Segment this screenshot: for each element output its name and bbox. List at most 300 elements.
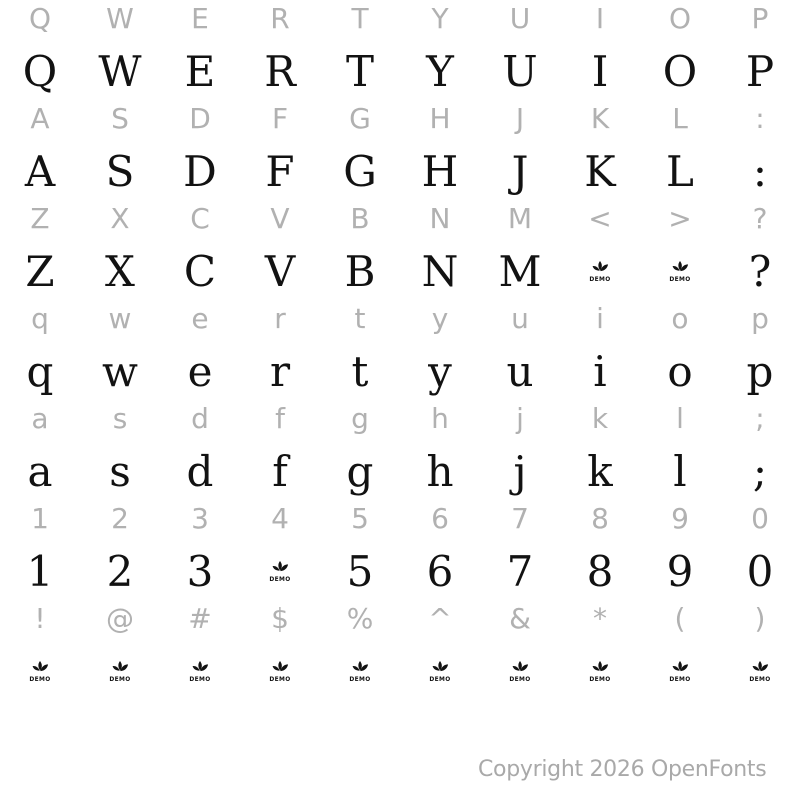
- glyph-row-14-solid: [0, 642, 800, 700]
- glyph-cell: [400, 42, 480, 100]
- glyph-cell: [400, 397, 480, 439]
- glyph-cell: [640, 497, 720, 539]
- glyph: 2: [106, 546, 134, 596]
- glyph: 6: [431, 501, 449, 535]
- glyph-cell: [480, 297, 560, 339]
- demo-fleuron-icon: [668, 659, 692, 683]
- svg-text:DEMO: DEMO: [589, 677, 611, 683]
- glyph: ^: [428, 601, 452, 635]
- glyph: e: [187, 346, 213, 396]
- glyph-cell: [560, 197, 640, 239]
- glyph: I: [591, 46, 609, 96]
- glyph: d: [191, 401, 209, 435]
- glyph-cell: [320, 442, 400, 500]
- glyph-cell: [560, 342, 640, 400]
- glyph: F: [265, 146, 295, 196]
- glyph: 5: [346, 546, 374, 596]
- glyph-cell: [320, 197, 400, 239]
- glyph: y: [428, 346, 452, 396]
- demo-marker: [480, 642, 560, 700]
- glyph-cell: [320, 297, 400, 339]
- glyph-cell: [480, 0, 560, 39]
- glyph-cell: [240, 0, 320, 39]
- glyph: l: [673, 446, 687, 496]
- glyph-cell: [560, 42, 640, 100]
- glyph: (: [674, 601, 686, 635]
- glyph: !: [34, 601, 46, 635]
- glyph-cell: [240, 242, 320, 300]
- glyph-cell: [240, 297, 320, 339]
- glyph: U: [502, 46, 538, 96]
- glyph: 6: [426, 546, 454, 596]
- glyph: &: [509, 601, 531, 635]
- glyph-cell: [240, 397, 320, 439]
- glyph: w: [108, 301, 132, 335]
- svg-text:DEMO: DEMO: [509, 677, 531, 683]
- glyph: C: [190, 201, 210, 235]
- glyph-cell: [560, 497, 640, 539]
- svg-text:DEMO: DEMO: [29, 677, 51, 683]
- demo-fleuron-icon: [428, 659, 452, 683]
- demo-marker: [640, 242, 720, 300]
- glyph: Z: [30, 201, 50, 235]
- svg-text:DEMO: DEMO: [429, 677, 451, 683]
- glyph: ?: [752, 201, 768, 235]
- glyph-cell: [80, 542, 160, 600]
- glyph-cell: [400, 597, 480, 639]
- glyph: S: [111, 101, 129, 135]
- glyph: B: [344, 246, 376, 296]
- glyph-cell: [640, 142, 720, 200]
- glyph: u: [506, 346, 534, 396]
- glyph-cell: [80, 42, 160, 100]
- glyph: V: [270, 201, 290, 235]
- glyph: p: [751, 301, 769, 335]
- glyph-cell: [400, 242, 480, 300]
- demo-fleuron-icon: [268, 659, 292, 683]
- glyph: d: [186, 446, 214, 496]
- glyph: g: [351, 401, 369, 435]
- glyph-cell: [560, 597, 640, 639]
- glyph-cell: [160, 142, 240, 200]
- demo-fleuron-icon: [188, 659, 212, 683]
- glyph: Q: [22, 46, 58, 96]
- demo-fleuron-icon: [108, 659, 132, 683]
- glyph-cell: [160, 197, 240, 239]
- demo-marker: [160, 642, 240, 700]
- glyph-cell: [0, 497, 80, 539]
- glyph-row-5-muted: [0, 197, 800, 239]
- copyright-text: Copyright 2026 OpenFonts: [478, 757, 767, 782]
- glyph-cell: [720, 0, 800, 39]
- glyph: i: [593, 346, 607, 396]
- glyph-cell: [720, 297, 800, 339]
- glyph-cell: [320, 497, 400, 539]
- glyph: 1: [26, 546, 54, 596]
- glyph-cell: [0, 42, 80, 100]
- glyph-cell: [640, 42, 720, 100]
- glyph: H: [429, 101, 451, 135]
- glyph: 8: [586, 546, 614, 596]
- glyph-cell: [320, 42, 400, 100]
- glyph-cell: [320, 542, 400, 600]
- glyph: R: [264, 46, 296, 96]
- glyph-cell: [480, 242, 560, 300]
- glyph-cell: [400, 97, 480, 139]
- glyph: E: [184, 46, 216, 96]
- glyph-cell: [240, 597, 320, 639]
- glyph: P: [751, 1, 769, 35]
- glyph-row-13-muted: [0, 597, 800, 639]
- glyph: B: [350, 201, 370, 235]
- glyph: C: [183, 246, 217, 296]
- glyph-cell: [480, 142, 560, 200]
- glyph-cell: [720, 397, 800, 439]
- glyph: r: [274, 301, 286, 335]
- glyph: w: [102, 346, 138, 396]
- demo-fleuron-icon: [508, 659, 532, 683]
- glyph: h: [431, 401, 449, 435]
- glyph: q: [31, 301, 49, 335]
- glyph: X: [110, 201, 130, 235]
- demo-fleuron-icon: [668, 259, 692, 283]
- glyph-cell: [720, 97, 800, 139]
- glyph: K: [590, 101, 610, 135]
- glyph: 3: [191, 501, 209, 535]
- glyph-cell: [160, 597, 240, 639]
- glyph-cell: [720, 42, 800, 100]
- demo-marker: [320, 642, 400, 700]
- glyph: 4: [271, 501, 289, 535]
- glyph-cell: [80, 397, 160, 439]
- svg-text:DEMO: DEMO: [749, 677, 771, 683]
- glyph-cell: [80, 442, 160, 500]
- svg-text:DEMO: DEMO: [589, 277, 611, 283]
- demo-fleuron-icon: [268, 559, 292, 583]
- glyph: h: [426, 446, 454, 496]
- glyph-cell: [640, 397, 720, 439]
- glyph: N: [421, 246, 459, 296]
- glyph: 7: [511, 501, 529, 535]
- glyph-cell: [480, 542, 560, 600]
- glyph: t: [351, 346, 369, 396]
- svg-text:DEMO: DEMO: [269, 677, 291, 683]
- glyph: O: [668, 1, 692, 35]
- glyph-cell: [720, 197, 800, 239]
- demo-marker: [640, 642, 720, 700]
- glyph: E: [191, 1, 209, 35]
- glyph-cell: [480, 42, 560, 100]
- glyph-cell: [0, 397, 80, 439]
- glyph-cell: [0, 342, 80, 400]
- glyph: j: [513, 446, 527, 496]
- glyph: f: [275, 401, 285, 435]
- glyph-cell: [480, 497, 560, 539]
- demo-marker: [240, 642, 320, 700]
- glyph: 2: [111, 501, 129, 535]
- glyph-cell: [320, 142, 400, 200]
- glyph-cell: [320, 397, 400, 439]
- demo-marker: [400, 642, 480, 700]
- glyph-cell: [640, 197, 720, 239]
- glyph-cell: [480, 342, 560, 400]
- glyph-cell: [400, 342, 480, 400]
- svg-text:DEMO: DEMO: [109, 677, 131, 683]
- glyph-cell: [80, 142, 160, 200]
- glyph: y: [431, 301, 449, 335]
- glyph-cell: [480, 442, 560, 500]
- glyph: R: [270, 1, 290, 35]
- glyph: %: [346, 601, 374, 635]
- glyph: 9: [666, 546, 694, 596]
- glyph: T: [345, 46, 374, 96]
- glyph: k: [591, 401, 609, 435]
- glyph: j: [516, 401, 524, 435]
- glyph: Q: [28, 1, 52, 35]
- glyph-cell: [0, 542, 80, 600]
- svg-text:DEMO: DEMO: [669, 277, 691, 283]
- glyph-cell: [640, 97, 720, 139]
- glyph-cell: [0, 242, 80, 300]
- glyph-cell: [160, 42, 240, 100]
- glyph-cell: [320, 97, 400, 139]
- glyph-cell: [0, 97, 80, 139]
- demo-marker: [240, 542, 320, 600]
- glyph-cell: [320, 342, 400, 400]
- glyph: V: [264, 246, 296, 296]
- glyph: $: [271, 601, 289, 635]
- glyph: g: [346, 446, 374, 496]
- glyph-cell: [640, 542, 720, 600]
- glyph-row-2-solid: [0, 42, 800, 100]
- glyph-cell: [80, 242, 160, 300]
- glyph-cell: [400, 497, 480, 539]
- glyph-cell: [400, 442, 480, 500]
- glyph: 7: [506, 546, 534, 596]
- glyph: H: [421, 146, 459, 196]
- glyph-cell: [560, 142, 640, 200]
- glyph-cell: [80, 597, 160, 639]
- demo-fleuron-icon: [748, 659, 772, 683]
- glyph-cell: [640, 342, 720, 400]
- glyph: r: [269, 346, 291, 396]
- glyph-cell: [160, 497, 240, 539]
- glyph-cell: [720, 142, 800, 200]
- glyph-cell: [0, 0, 80, 39]
- glyph: T: [351, 1, 369, 35]
- glyph-cell: [160, 97, 240, 139]
- glyph: A: [30, 101, 50, 135]
- glyph: 5: [351, 501, 369, 535]
- glyph: 8: [591, 501, 609, 535]
- glyph-cell: [80, 97, 160, 139]
- demo-fleuron-icon: [348, 659, 372, 683]
- glyph-cell: [720, 497, 800, 539]
- demo-marker: [80, 642, 160, 700]
- glyph-cell: [720, 597, 800, 639]
- glyph: <: [588, 201, 612, 235]
- glyph-cell: [160, 397, 240, 439]
- glyph: 0: [746, 546, 774, 596]
- glyph: U: [509, 1, 531, 35]
- glyph-cell: [80, 497, 160, 539]
- glyph: O: [662, 46, 698, 96]
- glyph-cell: [400, 197, 480, 239]
- glyph-cell: [240, 442, 320, 500]
- glyph: >: [668, 201, 692, 235]
- glyph: ;: [752, 446, 768, 496]
- glyph-cell: [560, 0, 640, 39]
- glyph-cell: [720, 242, 800, 300]
- demo-marker: [560, 242, 640, 300]
- glyph: 3: [186, 546, 214, 596]
- glyph-cell: [0, 197, 80, 239]
- glyph-cell: [480, 97, 560, 139]
- glyph-cell: [720, 542, 800, 600]
- glyph: u: [511, 301, 529, 335]
- glyph-cell: [640, 0, 720, 39]
- glyph: D: [183, 146, 217, 196]
- glyph-cell: [400, 297, 480, 339]
- glyph: :: [755, 101, 765, 135]
- glyph: G: [343, 146, 377, 196]
- glyph: ?: [748, 246, 772, 296]
- glyph: G: [349, 101, 371, 135]
- glyph-row-11-muted: [0, 497, 800, 539]
- glyph-cell: [0, 297, 80, 339]
- glyph: Z: [25, 246, 55, 296]
- glyph-cell: [160, 542, 240, 600]
- glyph-cell: [320, 597, 400, 639]
- glyph-cell: [0, 142, 80, 200]
- glyph-cell: [400, 542, 480, 600]
- glyph: ;: [755, 401, 765, 435]
- demo-fleuron-icon: [588, 259, 612, 283]
- glyph-cell: [160, 0, 240, 39]
- glyph: J: [515, 101, 525, 135]
- glyph: 9: [671, 501, 689, 535]
- glyph: J: [511, 146, 529, 196]
- glyph-cell: [480, 197, 560, 239]
- glyph-cell: [720, 442, 800, 500]
- glyph-row-10-solid: [0, 442, 800, 500]
- glyph-cell: [240, 342, 320, 400]
- glyph: i: [596, 301, 604, 335]
- glyph-cell: [480, 597, 560, 639]
- glyph: 1: [31, 501, 49, 535]
- glyph-cell: [560, 397, 640, 439]
- glyph-cell: [80, 342, 160, 400]
- glyph: ): [754, 601, 766, 635]
- glyph: e: [191, 301, 209, 335]
- demo-marker: [0, 642, 80, 700]
- glyph-row-6-solid: [0, 242, 800, 300]
- glyph-cell: [240, 197, 320, 239]
- glyph-cell: [80, 0, 160, 39]
- glyph-cell: [480, 397, 560, 439]
- glyph-cell: [160, 342, 240, 400]
- glyph-cell: [400, 0, 480, 39]
- glyph-cell: [240, 497, 320, 539]
- glyph: :: [752, 146, 768, 196]
- svg-text:DEMO: DEMO: [669, 677, 691, 683]
- glyph-cell: [720, 342, 800, 400]
- glyph: W: [106, 1, 134, 35]
- glyph-cell: [0, 597, 80, 639]
- glyph: W: [98, 46, 142, 96]
- glyph-cell: [240, 97, 320, 139]
- glyph-cell: [80, 297, 160, 339]
- svg-text:DEMO: DEMO: [269, 577, 291, 583]
- glyph-cell: [80, 197, 160, 239]
- demo-marker: [560, 642, 640, 700]
- glyph-cell: [560, 442, 640, 500]
- glyph: a: [27, 446, 53, 496]
- glyph-cell: [240, 142, 320, 200]
- glyph: S: [105, 146, 135, 196]
- glyph: A: [24, 146, 56, 196]
- glyph-cell: [240, 42, 320, 100]
- glyph-cell: [640, 442, 720, 500]
- glyph-cell: [640, 597, 720, 639]
- glyph-cell: [320, 0, 400, 39]
- glyph: a: [31, 401, 49, 435]
- glyph: o: [667, 346, 693, 396]
- demo-marker: [720, 642, 800, 700]
- glyph: M: [498, 246, 542, 296]
- demo-fleuron-icon: [28, 659, 52, 683]
- glyph: o: [671, 301, 689, 335]
- glyph: q: [26, 346, 54, 396]
- glyph: *: [593, 601, 607, 635]
- glyph: L: [672, 101, 688, 135]
- glyph-cell: [400, 142, 480, 200]
- glyph: I: [595, 1, 605, 35]
- glyph: K: [584, 146, 616, 196]
- glyph-row-8-solid: [0, 342, 800, 400]
- glyph-row-1-muted: [0, 0, 800, 39]
- glyph-cell: [560, 297, 640, 339]
- glyph-cell: [0, 442, 80, 500]
- glyph: s: [109, 446, 131, 496]
- glyph: M: [507, 201, 533, 235]
- glyph-row-7-muted: [0, 297, 800, 339]
- glyph: P: [745, 46, 775, 96]
- glyph-row-12-solid: [0, 542, 800, 600]
- glyph: Y: [431, 1, 449, 35]
- glyph-cell: [560, 97, 640, 139]
- svg-text:DEMO: DEMO: [189, 677, 211, 683]
- glyph-row-4-solid: [0, 142, 800, 200]
- glyph: L: [666, 146, 694, 196]
- glyph-cell: [640, 297, 720, 339]
- glyph: #: [188, 601, 212, 635]
- glyph: F: [271, 101, 289, 135]
- demo-fleuron-icon: [588, 659, 612, 683]
- glyph-cell: [160, 297, 240, 339]
- glyph: s: [112, 401, 128, 435]
- glyph: D: [189, 101, 211, 135]
- glyph: f: [272, 446, 288, 496]
- glyph: X: [105, 246, 135, 296]
- glyph: 0: [751, 501, 769, 535]
- glyph-cell: [160, 442, 240, 500]
- glyph: Y: [426, 46, 454, 96]
- glyph-cell: [320, 242, 400, 300]
- glyph: p: [746, 346, 774, 396]
- glyph: k: [587, 446, 613, 496]
- svg-text:DEMO: DEMO: [349, 677, 371, 683]
